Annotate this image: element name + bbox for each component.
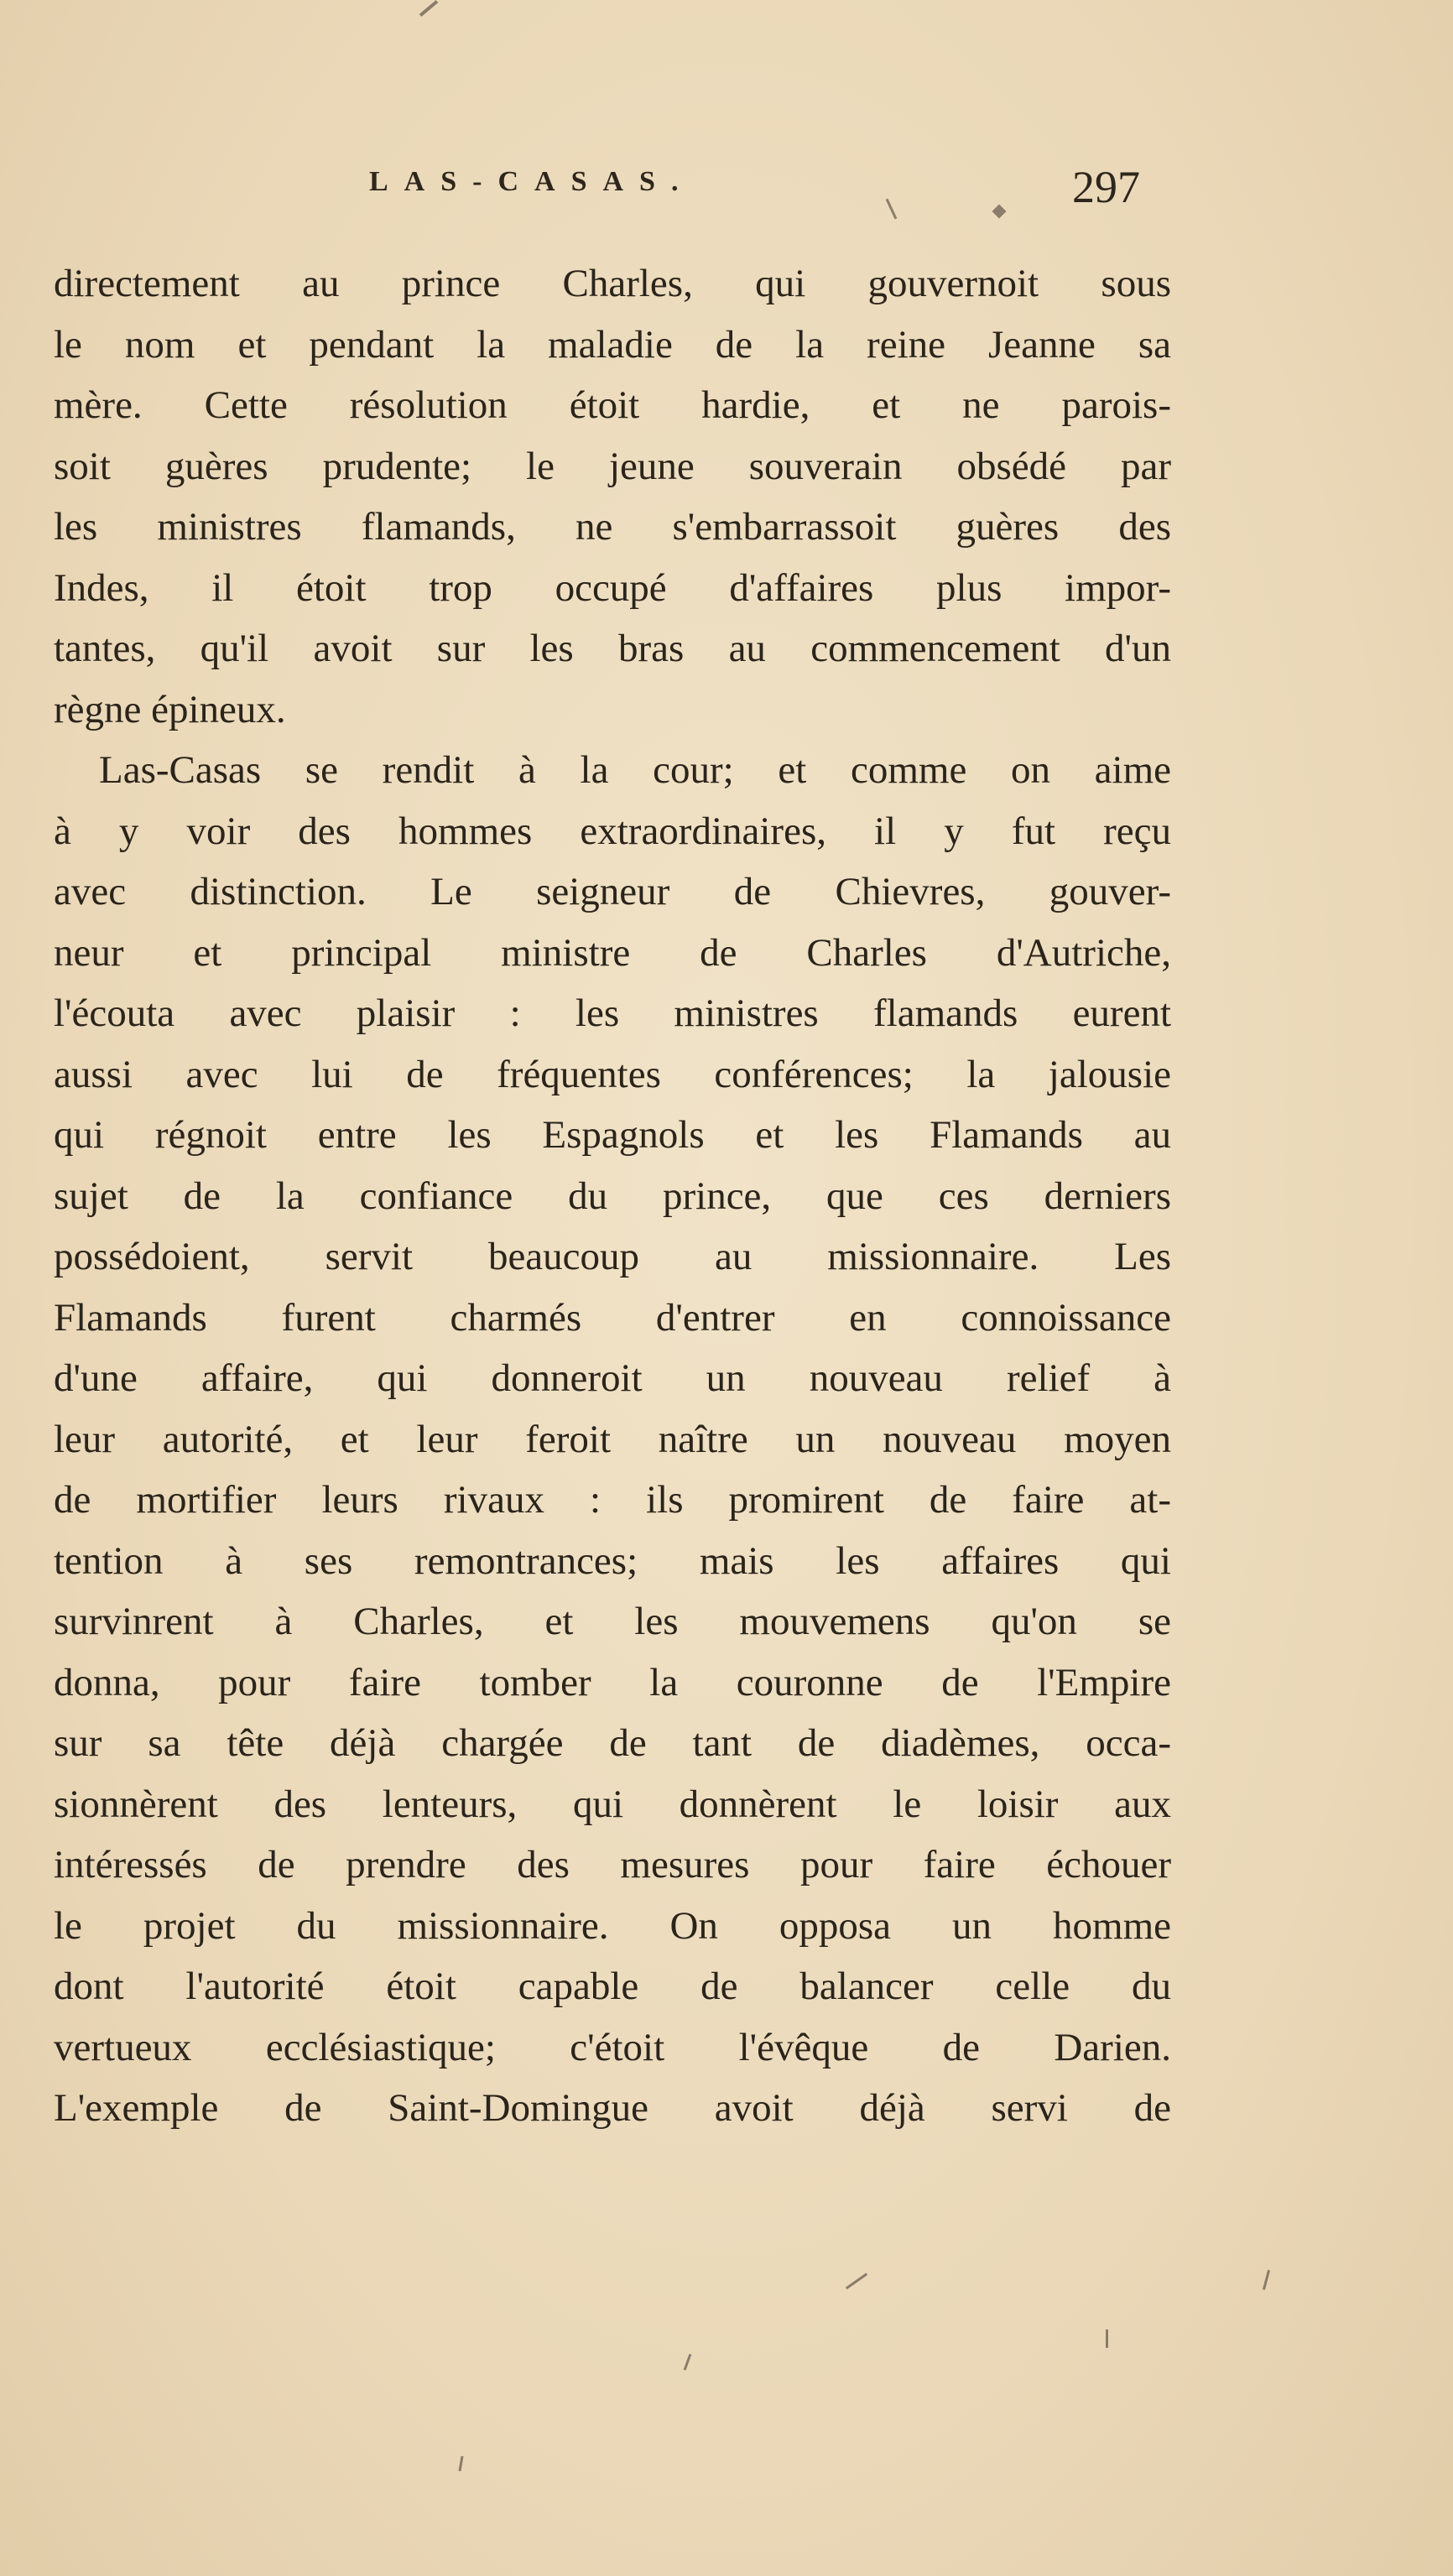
text-line: soit guères prudente; le jeune souverain obsédé par	[54, 444, 1171, 488]
ink-speck	[1263, 2270, 1270, 2290]
text-line: Flamands furent charmés d'entrer en connoissance	[54, 1295, 1171, 1340]
text-line: intéressés de prendre des mesures pour faire échouer	[54, 1843, 1171, 1886]
text-line: donna, pour faire tomber la couronne de l'Empire	[54, 1660, 1171, 1704]
text-line: L'exemple de Saint-Domingue avoit déjà servi de	[54, 2086, 1171, 2130]
text-line: vertueux ecclésiastique; c'étoit l'évêque de Darien.	[54, 2025, 1171, 2069]
page-number: 297	[1072, 162, 1140, 212]
ink-speck	[458, 2456, 463, 2471]
running-head	[0, 162, 1453, 216]
text-line: de mortifier leurs rivaux : ils promirent de faire at-	[54, 1478, 1171, 1522]
ink-speck	[684, 2354, 692, 2370]
ink-speck	[419, 0, 438, 17]
text-line: mère. Cette résolution étoit hardie, et ne parois-	[54, 383, 1171, 427]
text-line: survinrent à Charles, et les mouvemens qu'on se	[54, 1600, 1171, 1643]
text-line: Indes, il étoit trop occupé d'affaires plus impor-	[54, 565, 1171, 610]
body-text	[54, 253, 1171, 2139]
text-line: règne épineux.	[54, 687, 286, 731]
text-line: dont l'autorité étoit capable de balancer celle du	[54, 1965, 1171, 2008]
text-line: aussi avec lui de fréquentes conférences; la jalousie	[54, 1052, 1171, 1096]
text-line: le nom et pendant la maladie de la reine Jeanne sa	[54, 322, 1171, 367]
ink-speck	[846, 2273, 867, 2290]
text-line: sur sa tête déjà chargée de tant de diadèmes, occa-	[54, 1721, 1171, 1765]
text-line: neur et principal ministre de Charles d'Autriche,	[54, 930, 1171, 975]
text-line: Las-Casas se rendit à la cour; et comme on aime	[99, 748, 1171, 792]
running-title: LAS-CASAS.	[369, 166, 695, 197]
text-line: tantes, qu'il avoit sur les bras au commencement d'un	[54, 627, 1171, 670]
ink-speck	[1106, 2329, 1108, 2348]
text-line: sionnèrent des lenteurs, qui donnèrent le loisir aux	[54, 1782, 1171, 1826]
text-line: qui régnoit entre les Espagnols et les Flamands au	[54, 1113, 1171, 1157]
text-line: d'une affaire, qui donneroit un nouveau relief à	[54, 1356, 1171, 1400]
text-line: sujet de la confiance du prince, que ces derniers	[54, 1174, 1171, 1218]
text-line: tention à ses remontrances; mais les affaires qui	[54, 1538, 1171, 1583]
text-line: le projet du missionnaire. On opposa un homme	[54, 1903, 1171, 1948]
text-line: possédoient, servit beaucoup au missionnaire. Les	[54, 1235, 1171, 1278]
text-line: leur autorité, et leur feroit naître un nouveau moyen	[54, 1417, 1171, 1461]
text-line: directement au prince Charles, qui gouvernoit sous	[54, 262, 1171, 305]
text-line: les ministres flamands, ne s'embarrassoit guères des	[54, 505, 1171, 549]
text-line: avec distinction. Le seigneur de Chievres, gouver-	[54, 870, 1171, 913]
text-line: à y voir des hommes extraordinaires, il y fut reçu	[54, 809, 1171, 853]
text-line: l'écouta avec plaisir : les ministres flamands eurent	[54, 991, 1171, 1035]
